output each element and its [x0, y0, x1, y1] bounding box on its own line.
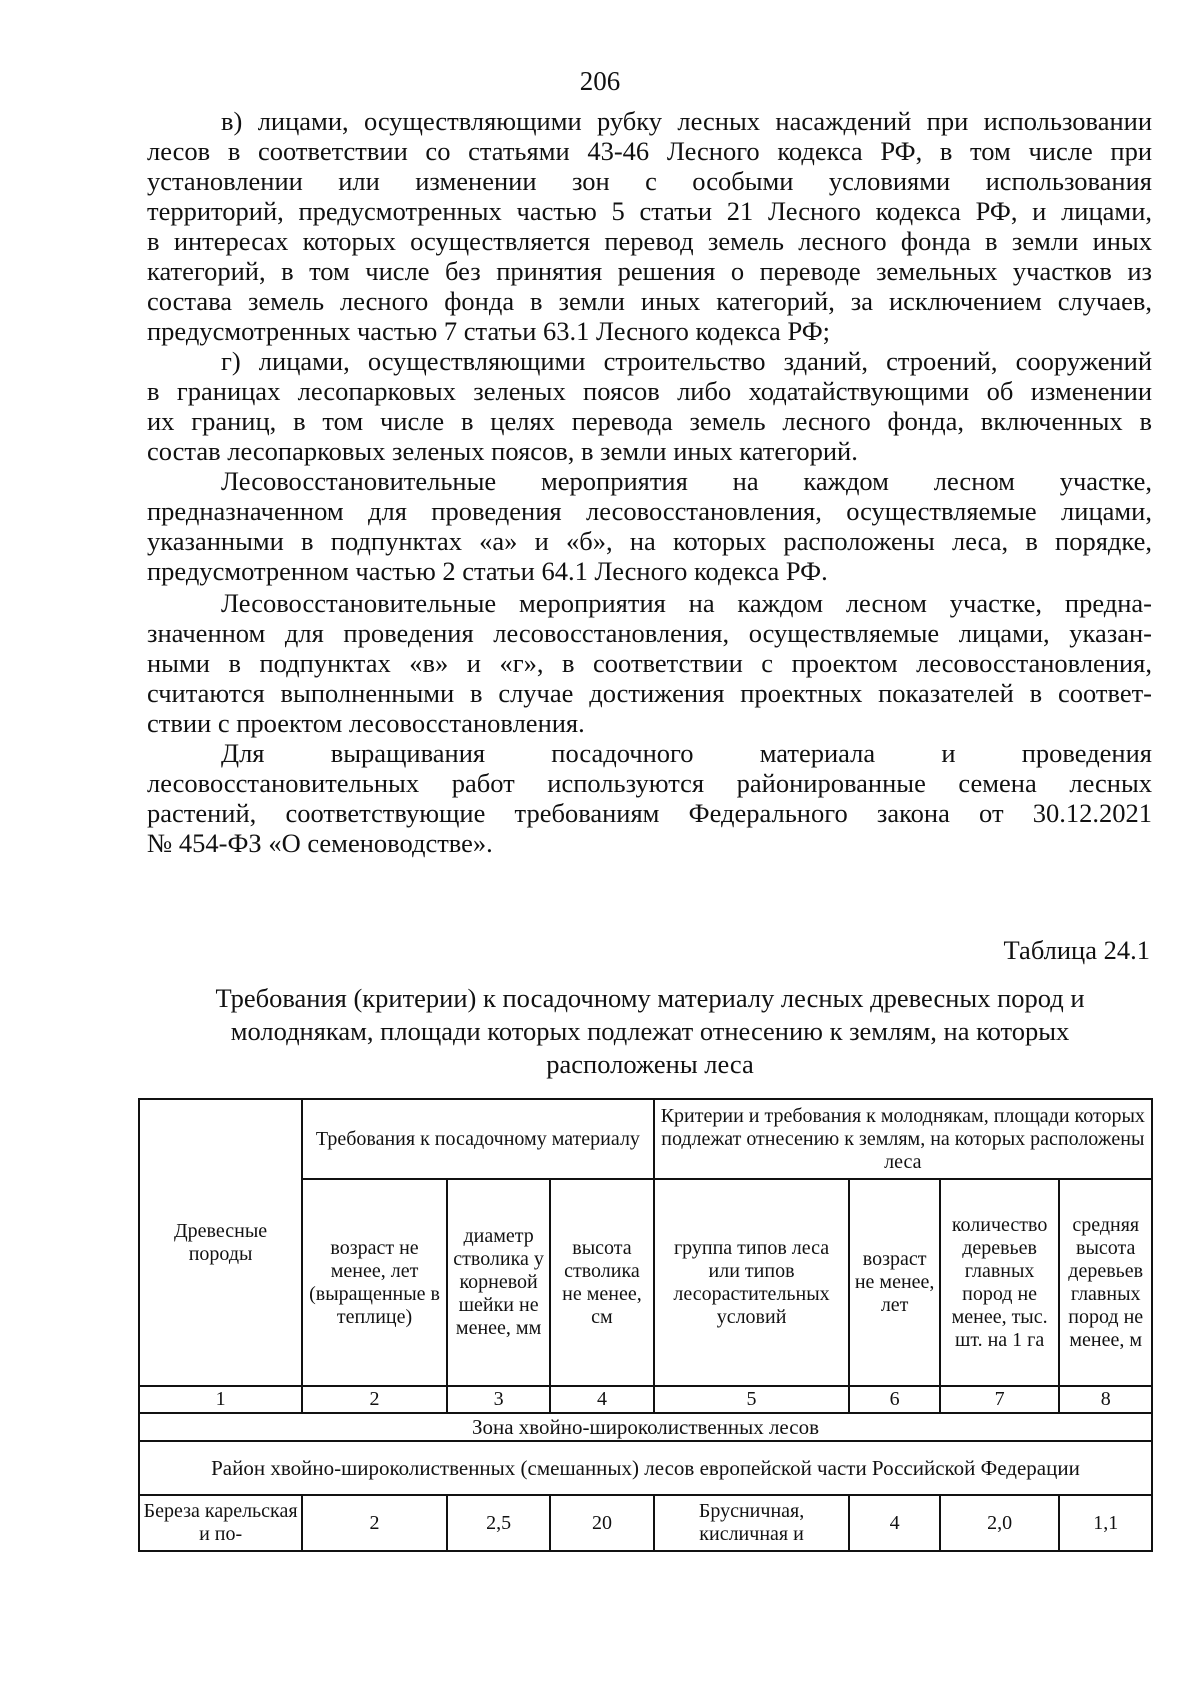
header-planting-material: Требования к посадочному материалу — [302, 1099, 653, 1179]
header-col8: средняя высота деревьев главных пород не менее, м — [1059, 1179, 1152, 1386]
text-line: указанными в подпунктах «а» и «б», на которых расположены леса, в порядке, — [147, 526, 1152, 556]
cell-height: 20 — [550, 1495, 653, 1551]
table-title-line: Требования (критерии) к посадочному материалу лесных древесных пород и — [215, 983, 1085, 1013]
text-line: в границах лесопарковых зеленых поясов либо ходатайствующими об изменении — [147, 376, 1152, 406]
text-line: Для выращивания посадочного материала и проведения — [221, 738, 1152, 768]
table-number: Таблица 24.1 — [1003, 935, 1150, 965]
header-species: Древесные породы — [139, 1099, 302, 1386]
column-number: 2 — [302, 1386, 447, 1413]
text-line: в интересах которых осуществляется перевод земель лесного фонда в земли иных — [147, 226, 1152, 256]
requirements-table — [138, 1098, 1153, 1552]
page-number: 206 — [579, 66, 621, 96]
text-line: предназначенном для проведения лесовосстановления, осуществляемые лицами, — [147, 496, 1152, 526]
text-line: предусмотренном частью 2 статьи 64.1 Лесного кодекса РФ. — [147, 556, 828, 586]
table-title-line: молоднякам, площади которых подлежат отнесению к землям, на которых — [230, 1016, 1070, 1046]
column-numbers-row — [139, 1386, 1152, 1413]
column-number: 4 — [550, 1386, 653, 1413]
header-col7: количество деревьев главных пород не менее, тыс. шт. на 1 га — [940, 1179, 1060, 1386]
text-line: значенном для проведения лесовосстановления, осуществляемые лицами, указан- — [147, 618, 1152, 648]
column-number: 5 — [654, 1386, 850, 1413]
table-row — [139, 1495, 1152, 1551]
cell-tree-count: 2,0 — [940, 1495, 1060, 1551]
text-line: состава земель лесного фонда в земли иных категорий, за исключением случаев, — [147, 286, 1152, 316]
header-col6: возраст не менее, лет — [849, 1179, 939, 1386]
cell-forest-type: Брусничная, кисличная и — [654, 1495, 850, 1551]
text-line: считаются выполненными в случае достижения проектных показателей в соответ- — [147, 678, 1152, 708]
cell-diameter: 2,5 — [447, 1495, 550, 1551]
text-line: предусмотренных частью 7 статьи 63.1 Лесного кодекса РФ; — [147, 316, 831, 346]
header-young-stands: Критерии и требования к молоднякам, площади которых подлежат отнесению к землям, на которых расположены леса — [654, 1099, 1152, 1179]
text-line: установлении или изменении зон с особыми условиями использования — [147, 166, 1152, 196]
table-title — [150, 982, 1150, 1081]
text-line: в) лицами, осуществляющими рубку лесных насаждений при использовании — [221, 106, 1152, 136]
text-line: лесов в соответствии со статьями 43-46 Лесного кодекса РФ, в том числе при — [147, 136, 1152, 166]
text-line: Лесовосстановительные мероприятия на каждом лесном участке, предна- — [221, 588, 1152, 618]
text-line: Лесовосстановительные мероприятия на каждом лесном участке, — [221, 466, 1152, 496]
cell-species: Береза карельская и по- — [139, 1495, 302, 1551]
column-number: 1 — [139, 1386, 302, 1413]
text-line: их границ, в том числе в целях перевода земель лесного фонда, включенных в — [147, 406, 1152, 436]
header-col5: группа типов леса или типов лесорастительных условий — [654, 1179, 850, 1386]
text-line: ными в подпунктах «в» и «г», в соответствии с проектом лесовосстановления, — [147, 648, 1152, 678]
text-line: № 454-ФЗ «О семеноводстве». — [147, 828, 493, 858]
column-number: 6 — [849, 1386, 939, 1413]
text-line: категорий, в том числе без принятия решения о переводе земельных участков из — [147, 256, 1152, 286]
zone-row: Зона хвойно-широколиственных лесов — [139, 1413, 1152, 1441]
text-line: ствии с проектом лесовосстановления. — [147, 708, 585, 738]
table-title-line: расположены леса — [546, 1049, 754, 1079]
column-number: 8 — [1059, 1386, 1152, 1413]
text-line: г) лицами, осуществляющими строительство зданий, строений, сооружений — [221, 346, 1152, 376]
region-row: Район хвойно-широколиственных (смешанных) лесов европейской части Российской Федерации — [139, 1441, 1152, 1495]
header-col2: возраст не менее, лет (выращенные в теплице) — [302, 1179, 447, 1386]
column-number: 7 — [940, 1386, 1060, 1413]
column-number: 3 — [447, 1386, 550, 1413]
text-line: состав лесопарковых зеленых поясов, в земли иных категорий. — [147, 436, 858, 466]
text-line: растений, соответствующие требованиям Федерального закона от 30.12.2021 — [147, 798, 1152, 828]
cell-young-age: 4 — [849, 1495, 939, 1551]
text-line: лесовосстановительных работ используются районированные семена лесных — [147, 768, 1152, 798]
cell-avg-height: 1,1 — [1059, 1495, 1152, 1551]
header-col3: диаметр стволика у корневой шейки не менее, мм — [447, 1179, 550, 1386]
header-col4: высота стволика не менее, см — [550, 1179, 653, 1386]
text-line: территорий, предусмотренных частью 5 статьи 21 Лесного кодекса РФ, и лицами, — [147, 196, 1152, 226]
cell-age: 2 — [302, 1495, 447, 1551]
